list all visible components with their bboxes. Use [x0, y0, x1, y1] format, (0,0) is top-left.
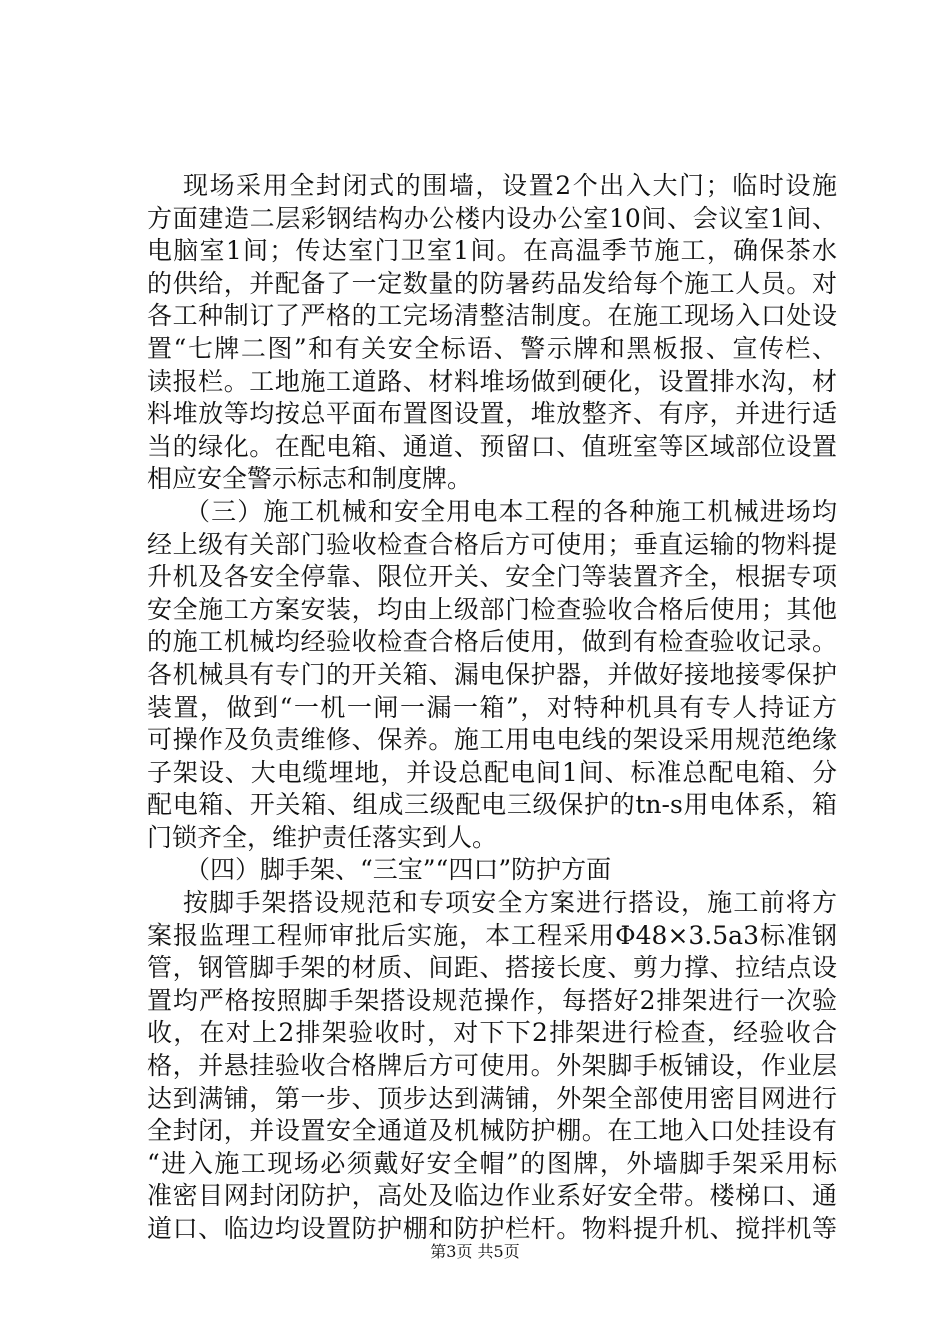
text-line: 格，并悬挂验收合格牌后方可使用。外架脚手板铺设，作业层	[147, 1051, 837, 1081]
text-line: 门锁齐全，维护责任落实到人。	[147, 822, 498, 852]
text-line: 方面建造二层彩钢结构办公楼内设办公室10间、会议室1间、	[147, 203, 837, 233]
text-line: 可操作及负责维修、保养。施工用电电线的架设采用规范绝缘	[147, 725, 837, 755]
text-line: 装置，做到“一机一闸一漏一箱”，对特种机具有专人持证方	[147, 692, 837, 722]
text-line: 各机械具有专门的开关箱、漏电保护器，并做好接地接零保护	[147, 659, 837, 689]
text-line: 收，在对上2排架验收时，对下下2排架进行检查，经验收合	[147, 1018, 837, 1048]
text-line: 置“七牌二图”和有关安全标语、警示牌和黑板报、宣传栏、	[147, 333, 837, 363]
text-line: 当的绿化。在配电箱、通道、预留口、值班室等区域部位设置	[147, 431, 837, 461]
text-line: 安全施工方案安装，均由上级部门检查验收合格后使用；其他	[147, 594, 837, 624]
text-line: 管，钢管脚手架的材质、间距、搭接长度、剪力撑、拉结点设	[147, 953, 837, 983]
document-body	[147, 170, 837, 1246]
text-line: （四）脚手架、“三宝”“四口”防护方面	[185, 855, 612, 885]
text-line: （三）施工机械和安全用电本工程的各种施工机械进场均	[185, 496, 837, 526]
text-line: 按脚手架搭设规范和专项安全方案进行搭设，施工前将方	[183, 888, 837, 918]
text-line: 达到满铺，第一步、顶步达到满铺，外架全部使用密目网进行	[147, 1083, 837, 1113]
text-line: 现场采用全封闭式的围墙，设置2个出入大门；临时设施	[183, 171, 837, 200]
text-line: 料堆放等均按总平面布置图设置，堆放整齐、有序，并进行适	[147, 399, 837, 429]
text-line: “进入施工现场必须戴好安全帽”的图牌，外墙脚手架采用标	[147, 1148, 837, 1178]
text-line: 全封闭，并设置安全通道及机械防护棚。在工地入口处挂设有	[147, 1116, 837, 1146]
text-line: 的施工机械均经验收检查合格后使用，做到有检查验收记录。	[147, 627, 837, 657]
text-line: 的供给，并配备了一定数量的防暑药品发给每个施工人员。对	[147, 268, 837, 298]
text-line: 电脑室1间；传达室门卫室1间。在高温季节施工，确保茶水	[147, 236, 837, 266]
text-line: 道口、临边均设置防护棚和防护栏杆。物料提升机、搅拌机等	[147, 1214, 837, 1243]
text-line: 案报监理工程师审批后实施，本工程采用Φ48×3.5a3标准钢	[147, 920, 837, 950]
text-line: 子架设、大电缆埋地，并设总配电间1间、标准总配电箱、分	[147, 757, 837, 787]
text-line: 相应安全警示标志和制度牌。	[147, 464, 473, 494]
text-line: 读报栏。工地施工道路、材料堆场做到硬化，设置排水沟，材	[147, 366, 837, 396]
text-line: 配电箱、开关箱、组成三级配电三级保护的tn-s用电体系，箱	[147, 790, 837, 820]
text-line: 准密目网封闭防护，高处及临边作业系好安全带。楼梯口、通	[147, 1181, 837, 1211]
text-line: 升机及各安全停靠、限位开关、安全门等装置齐全，根据专项	[147, 562, 837, 592]
text-line: 经上级有关部门验收检查合格后方可使用；垂直运输的物料提	[147, 529, 837, 559]
text-line: 置均严格按照脚手架搭设规范操作，每搭好2排架进行一次验	[147, 985, 837, 1015]
text-line: 各工种制订了严格的工完场清整洁制度。在施工现场入口处设	[147, 301, 837, 331]
page-footer: 第3页 共5页	[430, 1242, 520, 1261]
